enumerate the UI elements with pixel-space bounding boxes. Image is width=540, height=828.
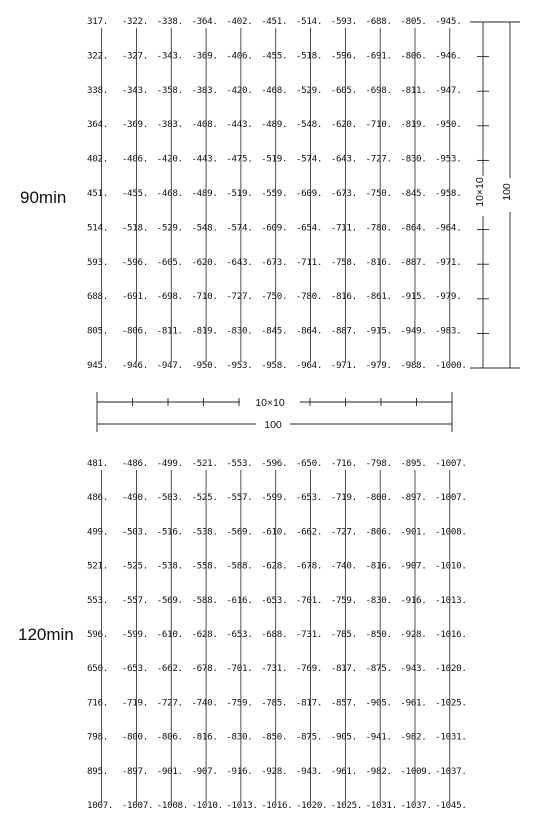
grid-cell-value: -740. — [191, 697, 218, 709]
grid-cell-value: -455. — [121, 188, 148, 199]
grid-cell-value: -588. — [191, 594, 218, 606]
grid-cell-value: 486. — [87, 492, 108, 504]
grid-cell-value: -408. — [191, 119, 218, 131]
grid-cell-value: -327. — [121, 50, 148, 62]
grid-cell-value: -916. — [400, 594, 427, 606]
grid-cell-value: -698. — [365, 84, 392, 96]
grid-cell-value: -605. — [330, 84, 357, 96]
grid-cell-value: -710. — [365, 119, 392, 131]
grid-cell-value: -850. — [365, 629, 392, 640]
grid-cell-value: -806. — [121, 325, 148, 337]
grid-cell-value: -845. — [400, 188, 427, 199]
grid-cell-value: 945. — [87, 360, 108, 371]
grid-cell-value: -806. — [156, 731, 183, 743]
grid-cell-value: -574. — [226, 222, 253, 234]
grid-cell-value: 514. — [87, 222, 108, 234]
grid-cell-value: -643. — [226, 256, 253, 268]
grid-cell-value: -905. — [365, 697, 392, 709]
grid-cell-value: -499. — [156, 458, 183, 469]
grid-cell-value: -596. — [121, 256, 148, 268]
grid-cell-value: -897. — [121, 765, 148, 777]
grid-cell-value: -525. — [191, 492, 218, 504]
grid-cell-value: -468. — [261, 84, 288, 96]
grid-cell-value: -811. — [400, 84, 427, 96]
grid-cell-value: -907. — [191, 765, 218, 777]
grid-cell-value: -727. — [226, 291, 253, 303]
grid-cell-value: -953. — [435, 153, 462, 165]
grid-cell-value: -806. — [365, 526, 392, 538]
grid-cell-value: -816. — [365, 256, 392, 268]
grid-cell-value: -653. — [261, 594, 288, 606]
grid-cell-value: -785. — [330, 629, 357, 640]
grid-cell-value: -887. — [400, 256, 427, 268]
grid-cell-value: -964. — [295, 360, 323, 371]
grid-cell-value: -711. — [330, 222, 357, 234]
grid-cell-value: -1020. — [435, 663, 467, 675]
grid-cell-value: -650. — [295, 458, 323, 469]
grid-cell-value: -519. — [261, 153, 288, 165]
grid-cell-value: -468. — [156, 188, 183, 199]
grid-cell-value: -716. — [330, 458, 357, 469]
grid-cell-value: -701. — [295, 594, 323, 606]
grid-cell-value: -1007. — [435, 458, 467, 469]
grid-cell-value: -769. — [295, 663, 323, 675]
grid-cell-value: -819. — [400, 119, 427, 131]
grid-cell-value: -691. — [365, 50, 392, 62]
grid-cell-value: -599. — [261, 492, 288, 504]
grid-cell-value: -727. — [365, 153, 392, 165]
grid-cell-value: -928. — [261, 765, 288, 777]
grid-cell-value: -628. — [261, 560, 288, 572]
grid-cell-value: -548. — [295, 119, 323, 131]
vertical-dimension-total — [501, 22, 513, 368]
grid-cell-value: -574. — [295, 153, 323, 165]
panel-90min-label: 90min — [20, 188, 67, 207]
grid-cell-value: -455. — [261, 50, 288, 62]
grid-cell-value: -830. — [365, 594, 392, 606]
grid-cell-value: -653. — [121, 663, 148, 675]
grid-cell-value: -610. — [156, 629, 183, 640]
grid-cell-value: -548. — [191, 222, 218, 234]
grid-cell-value: -538. — [191, 526, 218, 538]
grid-cell-value: -1013. — [226, 800, 258, 811]
grid-cell-value: -887. — [330, 325, 357, 337]
grid-cell-value: -338. — [156, 16, 183, 27]
grid-cell-value: -559. — [261, 188, 288, 199]
grid-cell-value: 716. — [87, 697, 108, 709]
grid-cell-value: 1007. — [87, 800, 114, 811]
grid-cell-value: -971. — [330, 360, 357, 371]
grid-cell-value: -811. — [156, 325, 183, 337]
grid-cell-value: -915. — [365, 325, 392, 337]
grid-cell-value: -343. — [156, 50, 183, 62]
grid-cell-value: -816. — [365, 560, 392, 572]
grid-cell-value: 553. — [87, 594, 108, 606]
grid-cell-value: -946. — [121, 360, 148, 371]
grid-cell-value: -947. — [156, 360, 183, 371]
grid-cell-value: -514. — [295, 16, 323, 27]
panel-120min-values — [87, 458, 467, 811]
grid-cell-value: -719. — [330, 492, 357, 504]
grid-cell-value: -861. — [365, 291, 392, 303]
grid-cell-value: -947. — [435, 84, 462, 96]
grid-cell-value: -369. — [121, 119, 148, 131]
grid-cell-value: -616. — [226, 594, 253, 606]
grid-cell-value: -628. — [191, 629, 218, 640]
vertical-grid-label: 10×10 — [474, 177, 486, 207]
grid-cell-value: -609. — [295, 188, 323, 199]
grid-cell-value: -503. — [156, 492, 183, 504]
grid-cell-value: -420. — [156, 153, 183, 165]
grid-cell-value: -525. — [121, 560, 148, 572]
grid-cell-value: -653. — [295, 492, 323, 504]
grid-cell-value: -489. — [261, 119, 288, 131]
grid-cell-value: -711. — [295, 256, 323, 268]
grid-cell-value: -569. — [226, 526, 253, 538]
grid-cell-value: -490. — [121, 492, 148, 504]
grid-cell-value: -758. — [330, 256, 357, 268]
grid-cell-value: -557. — [226, 492, 253, 504]
grid-cell-value: 481. — [87, 458, 108, 469]
grid-cell-value: 451. — [87, 188, 108, 199]
grid-cell-value: -958. — [261, 360, 288, 371]
grid-cell-value: -740. — [330, 560, 357, 572]
grid-cell-value: -691. — [121, 291, 148, 303]
grid-cell-value: -620. — [191, 256, 218, 268]
grid-cell-value: -727. — [156, 697, 183, 709]
grid-cell-value: -654. — [295, 222, 323, 234]
grid-cell-value: -780. — [295, 291, 323, 303]
grid-cell-value: -1016. — [435, 629, 467, 640]
grid-cell-value: -731. — [295, 629, 323, 640]
grid-cell-value: -845. — [261, 325, 288, 337]
grid-cell-value: -816. — [330, 291, 357, 303]
grid-cell-value: -489. — [191, 188, 218, 199]
grid-cell-value: -443. — [191, 153, 218, 165]
grid-cell-value: -662. — [156, 663, 183, 675]
grid-cell-value: -688. — [261, 629, 288, 640]
grid-cell-value: -343. — [121, 84, 148, 96]
grid-cell-value: -588. — [226, 560, 253, 572]
grid-cell-value: -915. — [400, 291, 427, 303]
grid-cell-value: -451. — [261, 16, 288, 27]
grid-cell-value: -800. — [121, 731, 148, 743]
vertical-total-label: 100 — [501, 183, 513, 201]
grid-cell-value: -593. — [330, 16, 357, 27]
grid-cell-value: -383. — [191, 84, 218, 96]
grid-cell-value: -1020. — [295, 800, 328, 811]
grid-cell-value: -1016. — [261, 800, 293, 811]
grid-cell-value: -519. — [226, 188, 253, 199]
grid-cell-value: 317. — [87, 16, 108, 27]
grid-cell-value: -443. — [226, 119, 253, 131]
grid-cell-value: -982. — [365, 765, 392, 777]
grid-cell-value: -817. — [330, 663, 357, 675]
grid-cell-value: -1007. — [435, 492, 467, 504]
grid-cell-value: -819. — [191, 325, 218, 337]
grid-cell-value: -1025. — [435, 697, 467, 709]
grid-cell-value: -979. — [365, 360, 392, 371]
grid-cell-value: -719. — [121, 697, 148, 709]
grid-cell-value: -1031. — [365, 800, 397, 811]
grid-cell-value: -950. — [435, 119, 462, 131]
grid-cell-value: -1008. — [435, 526, 467, 538]
grid-cell-value: 895. — [87, 765, 108, 777]
grid-cell-value: -953. — [226, 360, 253, 371]
grid-cell-value: -750. — [261, 291, 288, 303]
grid-cell-value: -916. — [226, 765, 253, 777]
grid-cell-value: -759. — [226, 697, 253, 709]
grid-cell-value: -1010. — [435, 560, 467, 572]
grid-cell-value: -605. — [156, 256, 183, 268]
grid-cell-value: -518. — [295, 50, 323, 62]
grid-cell-value: -1025. — [330, 800, 363, 811]
grid-cell-value: -875. — [365, 663, 392, 675]
grid-cell-value: -569. — [156, 594, 183, 606]
grid-cell-value: 499. — [87, 526, 108, 538]
grid-cell-value: 521. — [87, 560, 108, 572]
grid-cell-value: -1031. — [435, 731, 467, 743]
grid-cell-value: -678. — [191, 663, 218, 675]
grid-cell-value: -322. — [121, 16, 148, 27]
grid-cell-value: 650. — [87, 663, 108, 675]
grid-cell-value: -701. — [226, 663, 253, 675]
grid-cell-value: 338. — [87, 84, 108, 96]
grid-cell-value: -958. — [435, 188, 462, 199]
grid-cell-value: -475. — [226, 153, 253, 165]
grid-cell-value: 322. — [87, 50, 108, 62]
panel-90min-values — [87, 16, 467, 371]
grid-cell-value: -1010. — [191, 800, 223, 811]
grid-cell-value: -558. — [191, 560, 218, 572]
grid-cell-value: -905. — [330, 731, 357, 743]
grid-cell-value: -1037. — [435, 765, 467, 777]
grid-cell-value: -901. — [156, 765, 183, 777]
grid-cell-value: -943. — [400, 663, 427, 675]
grid-cell-value: -759. — [330, 594, 357, 606]
grid-cell-value: -673. — [330, 188, 357, 199]
grid-cell-value: -529. — [295, 84, 323, 96]
grid-cell-value: -798. — [365, 458, 392, 469]
grid-cell-value: -897. — [400, 492, 427, 504]
grid-cell-value: -780. — [365, 222, 392, 234]
grid-cell-value: -731. — [261, 663, 288, 675]
grid-cell-value: -907. — [400, 560, 427, 572]
grid-cell-value: -673. — [261, 256, 288, 268]
grid-cell-value: -950. — [191, 360, 218, 371]
grid-cell-value: -486. — [121, 458, 148, 469]
grid-cell-value: -662. — [295, 526, 323, 538]
grid-cell-value: -653. — [226, 629, 253, 640]
grid-cell-value: 593. — [87, 256, 108, 268]
grid-cell-value: -864. — [400, 222, 427, 234]
grid-cell-value: -369. — [191, 50, 218, 62]
grid-cell-value: -688. — [365, 16, 392, 27]
grid-cell-value: -961. — [400, 697, 427, 709]
grid-cell-value: -1037. — [400, 800, 432, 811]
grid-cell-value: -620. — [330, 119, 357, 131]
grid-cell-value: -1013. — [435, 594, 467, 606]
grid-cell-value: -678. — [295, 560, 323, 572]
grid-cell-value: -982. — [400, 731, 427, 743]
grid-cell-value: -864. — [295, 325, 323, 337]
grid-cell-value: -610. — [261, 526, 288, 538]
grid-cell-value: -599. — [121, 629, 148, 640]
horizontal-grid-label: 10×10 — [255, 397, 285, 409]
grid-cell-value: -529. — [156, 222, 183, 234]
grid-cell-value: -406. — [121, 153, 148, 165]
grid-cell-value: -979. — [435, 291, 462, 303]
grid-cell-value: -557. — [121, 594, 148, 606]
grid-cell-value: -521. — [191, 458, 218, 469]
grid-cell-value: -928. — [400, 629, 427, 640]
grid-cell-value: -850. — [261, 731, 288, 743]
grid-cell-value: 596. — [87, 629, 108, 640]
grid-cell-value: -596. — [261, 458, 288, 469]
horizontal-total-label: 100 — [264, 419, 282, 431]
grid-cell-value: -806. — [400, 50, 427, 62]
grid-cell-value: -895. — [400, 458, 427, 469]
grid-cell-value: -750. — [365, 188, 392, 199]
grid-cell-value: -643. — [330, 153, 357, 165]
grid-cell-value: -971. — [435, 256, 462, 268]
grid-cell-value: -941. — [365, 731, 392, 743]
grid-cell-value: -727. — [330, 526, 357, 538]
grid-cell-value: -961. — [330, 765, 357, 777]
grid-cell-value: 805. — [87, 325, 108, 337]
grid-cell-value: -358. — [156, 84, 183, 96]
grid-cell-value: -817. — [295, 697, 323, 709]
grid-cell-value: -1045. — [435, 800, 467, 811]
grid-cell-value: -553. — [226, 458, 253, 469]
grid-cell-value: -830. — [400, 153, 427, 165]
grid-cell-value: -875. — [295, 731, 323, 743]
grid-cell-value: -516. — [156, 526, 183, 538]
grid-cell-value: -402. — [226, 16, 253, 27]
horizontal-dimension-total — [97, 419, 452, 431]
grid-cell-value: 364. — [87, 119, 108, 131]
grid-cell-value: -609. — [261, 222, 288, 234]
grid-cell-value: -518. — [121, 222, 148, 234]
grid-cell-value: -857. — [330, 697, 357, 709]
grid-cell-value: -710. — [191, 291, 218, 303]
grid-cell-value: -1008. — [156, 800, 189, 811]
grid-cell-value: 798. — [87, 731, 108, 743]
grid-cell-value: -1007. — [121, 800, 154, 811]
grid-cell-value: -964. — [435, 222, 462, 234]
panel-120min-label: 120min — [18, 625, 74, 644]
grid-cell-value: -538. — [156, 560, 183, 572]
grid-cell-value: -1000. — [435, 360, 467, 371]
grid-cell-value: -698. — [156, 291, 183, 303]
grid-cell-value: -785. — [261, 697, 288, 709]
grid-cell-value: -596. — [330, 50, 357, 62]
grid-cell-value: -945. — [435, 16, 462, 27]
grid-cell-value: -406. — [226, 50, 253, 62]
grid-cell-value: -830. — [226, 731, 253, 743]
grid-cell-value: -383. — [156, 119, 183, 131]
grid-cell-value: -901. — [400, 526, 427, 538]
grid-cell-value: -816. — [191, 731, 218, 743]
grid-cell-value: 402. — [87, 153, 108, 165]
grid-cell-value: -800. — [365, 492, 392, 504]
grid-cell-value: -364. — [191, 16, 218, 27]
grid-cell-value: -949. — [400, 325, 427, 337]
grid-cell-value: -1009. — [400, 765, 432, 777]
grid-cell-value: 688. — [87, 291, 108, 303]
grid-cell-value: -988. — [400, 360, 427, 371]
grid-cell-value: -943. — [295, 765, 323, 777]
grid-cell-value: -983. — [435, 325, 462, 337]
grid-cell-value: -805. — [400, 16, 427, 27]
grid-cell-value: -830. — [226, 325, 253, 337]
grid-cell-value: -946. — [435, 50, 462, 62]
grid-cell-value: -503. — [121, 526, 148, 538]
grid-cell-value: -420. — [226, 84, 253, 96]
